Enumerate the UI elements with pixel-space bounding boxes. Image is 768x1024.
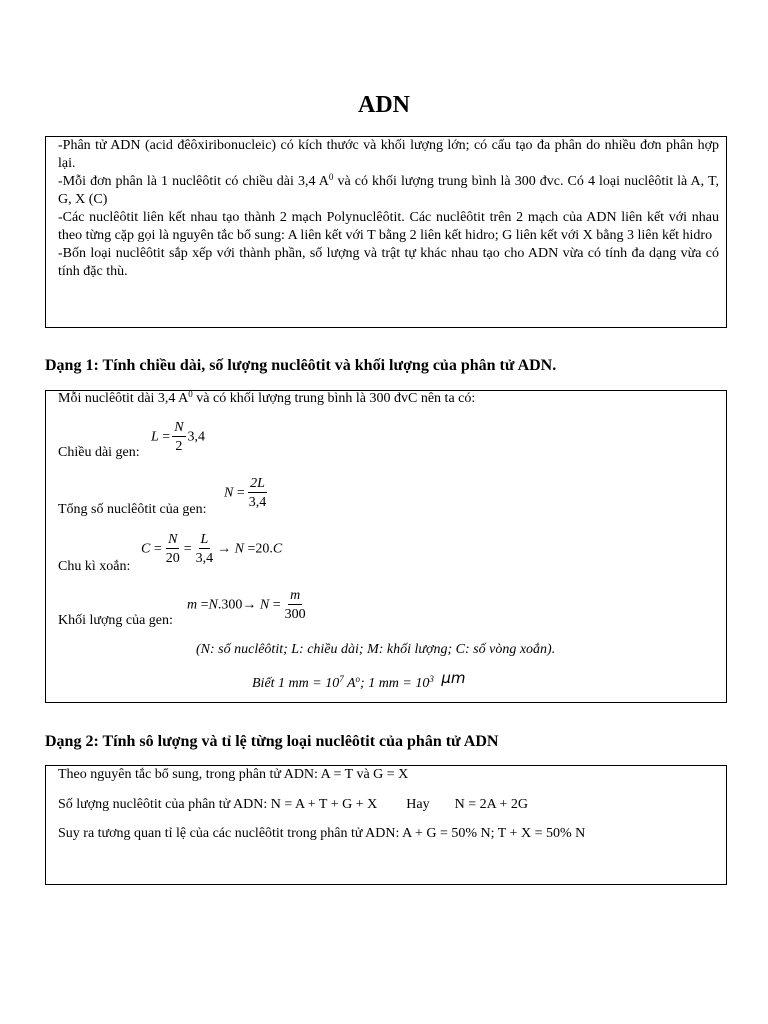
- total-nucleotide-formula: N = $\frac{2L}{3,4}$: [224, 476, 267, 510]
- intro-box: [45, 136, 727, 328]
- section2-box: [45, 765, 727, 885]
- intro-paragraph-4: -Bốn loại nuclêôtit sắp xếp với thành phần, số lượng và trật tự khác nhau tạo cho ADN vừa có tính đa dạng vừa có tính đặc thù.: [58, 246, 719, 279]
- section1-heading: Dạng 1: Tính chiều dài, số lượng nuclêôtit và khối lượng của phân tử ADN.: [45, 357, 557, 374]
- cycle-label: Chu kì xoắn:: [58, 559, 131, 574]
- section1-intro-line: Mỗi nuclêôtit dài 3,4 $A^0$ và có khối lượng trung bình là 300 đvC nên ta có:: [58, 389, 476, 406]
- page-title: ADN: [358, 92, 410, 118]
- unit-conversion: Biết 1 mm = $10^7$ $A^o$; 1 mm = $10^3$ μm: [252, 669, 466, 691]
- intro-paragraph-2: -Mỗi đơn phân là 1 nuclêôtit có chiều dài 3,4 $A^0$ và có khối lượng trung bình là 300 đvc. Có 4 loại nuclêôtit là A, T, G, X (C): [58, 172, 719, 207]
- section1-box: [45, 390, 727, 703]
- intro-paragraph-1: -Phân tử ADN (acid đêôxiribonucleic) có kích thước và khối lượng lớn; có cấu tạo đa phân do nhiều đơn phân hợp lại.: [58, 138, 719, 171]
- ratio-line: Suy ra tương quan tỉ lệ của các nuclêôtit trong phân tử ADN: A + G = 50% N; T + X = 50% N: [58, 826, 586, 841]
- intro-paragraph-3: -Các nuclêôtit liên kết nhau tạo thành 2 mạch Polynuclêôtit. Các nuclêôtit trên 2 mạch của ADN liên kết với nhau theo từng cặp gọi là nguyên tắc bổ sung: A liên kết với T bằng 2 liên kết hidro; G liên kết với X bằng 3 liên kết hidro: [58, 210, 719, 243]
- cycle-formula: C = $\frac{N}{20}$ = $\frac{L}{3,4}$ → N =20.C: [141, 532, 283, 566]
- micrometer-unit: μm: [441, 669, 466, 687]
- length-label: Chiều dài gen:: [58, 445, 140, 460]
- mass-formula: m =N.300→ N = $\frac{m}{300}$: [187, 588, 306, 622]
- section2-heading: Dạng 2: Tính sô lượng và tỉ lệ từng loại nuclêôtit của phân tử ADN: [45, 733, 499, 750]
- nucleotide-count-line: Số lượng nuclêôtit của phân tử ADN: N = A + T + G + X Hay N = 2A + 2G: [58, 797, 528, 812]
- length-formula: L = $\frac{N}{2}$ 3,4: [151, 420, 206, 454]
- total-nucleotide-label: Tổng số nuclêôtit của gen:: [58, 502, 207, 517]
- mass-label: Khối lượng của gen:: [58, 613, 173, 628]
- complementary-rule-line: Theo nguyên tắc bổ sung, trong phân tử ADN: A = T và G = X: [58, 767, 409, 782]
- variable-note: (N: số nuclêôtit; L: chiều dài; M: khối lượng; C: số vòng xoắn).: [196, 642, 556, 657]
